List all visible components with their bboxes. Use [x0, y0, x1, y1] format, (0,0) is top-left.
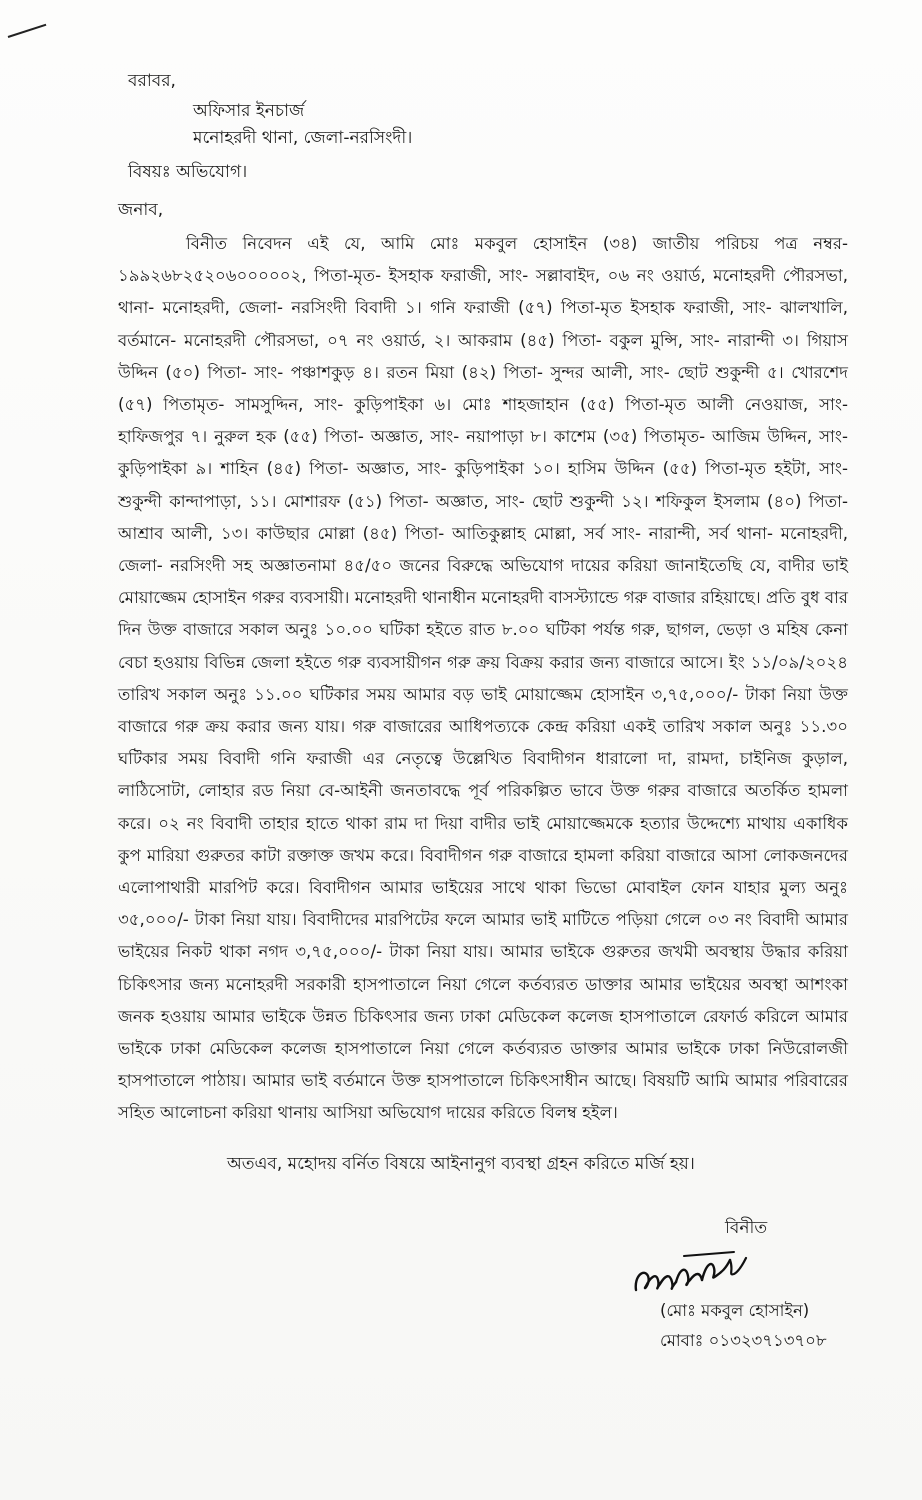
- salutation: বরাবর,: [128, 71, 176, 91]
- signature-label: বিনীত: [725, 1218, 768, 1238]
- handwritten-signature: [630, 1246, 750, 1300]
- signatory-mobile: মোবাঃ ০১৩২৩৭১৩৭০৮: [660, 1331, 827, 1350]
- letter-body: বিনীত নিবেদন এই যে, আমি মোঃ মকবুল হোসাইন (৩৪) জাতীয় পরিচয় পত্র নম্বর- ১৯৯২৬৮২৫২০৬০০০০০২, পিতা-মৃত- ইসহাক ফরাজী, সাং- সল্লাবাইদ, ০৬ নং ওয়ার্ড, মনোহরদী পৌরসভা, থানা- মনোহরদী, জেলা- নরসিংদী বিবাদী ১। গনি ফরাজী (৫৭) পিতা-মৃত ইসহাক ফরাজী, সাং- ঝালখালি, বর্তমানে- মনোহরদী পৌরসভা, ০৭ নং ওয়ার্ড, ২। আকরাম (৪৫) পিতা- বকুল মুন্সি, সাং- নারান্দী ৩। গিয়াস উদ্দিন (৫০) পিতা- সাং- পঞ্চাশকুড় ৪। রতন মিয়া (৪২) পিতা- সুন্দর আলী, সাং- ছোট শুকুন্দী ৫। খোরশেদ (৫৭) পিতামৃত- সামসুদ্দিন, সাং- কুড়িপাইকা ৬। মোঃ শাহজাহান (৫৫) পিতা-মৃত আলী নেওয়াজ, সাং- হাফিজপুর ৭। নুরুল হক (৫৫) পিতা- অজ্ঞাত, সাং- নয়াপাড়া ৮। কাশেম (৩৫) পিতামৃত- আজিম উদ্দিন, সাং- কুড়িপাইকা ৯। শাহিন (৪৫) পিতা- অজ্ঞাত, সাং- কুড়িপাইকা ১০। হাসিম উদ্দিন (৫৫) পিতা-মৃত হইটা, সাং- শুকুন্দী কান্দাপাড়া, ১১। মোশারফ (৫১) পিতা- অজ্ঞাত, সাং- ছোট শুকুন্দী ১২। শফিকুল ইসলাম (৪০) পিতা- আশ্রাব আলী, ১৩। কাউছার মোল্লা (৪৫) পিতা- আতিকুল্লাহ মোল্লা, সর্ব সাং- নারান্দী, সর্ব থানা- মনোহরদী, জেলা- নরসিংদী সহ অজ্ঞাতনামা ৪৫/৫০ জনের বিরুদ্ধে অভিযোগ দায়ের করিয়া জানাইতেছি যে, বাদীর ভাই মোয়াজ্জেম হোসাইন গরুর ব্যবসায়ী। মনোহরদী থানাধীন মনোহরদী বাসস্ট্যান্ডে গরু বাজার রহিয়াছে। প্রতি বুধ বার দিন উক্ত বাজারে সকাল অনুঃ ১০.০০ ঘটিকা হইতে রাত ৮.০০ ঘটিকা পর্যন্ত গরু, ছাগল, ভেড়া ও মহিষ কেনা বেচা হওয়ায় বিভিন্ন জেলা হইতে গরু ব্যবসায়ীগন গরু ক্রয় বিক্রয় করার জন্য বাজারে আসে। ইং ১১/০৯/২০২৪ তারিখ সকাল অনুঃ ১১.০০ ঘটিকার সময় আমার বড় ভাই মোয়াজ্জেম হোসাইন ৩,৭৫,০০০/- টাকা নিয়া উক্ত বাজারে গরু ক্রয় করার জন্য যায়। গরু বাজারের আধিপত্যকে কেন্দ্র করিয়া একই তারিখ সকাল অনুঃ ১১.৩০ ঘটিকার সময় বিবাদী গনি ফরাজী এর নেতৃত্বে উল্লেখিত বিবাদীগন ধারালো দা, রামদা, চাইনিজ কুড়াল, লাঠিসোটা, লোহার রড নিয়া বে-আইনী জনতাবদ্ধে পূর্ব পরিকল্পিত ভাবে উক্ত গরুর বাজারে অতর্কিত হামলা করে। ০২ নং বিবাদী তাহার হাতে থাকা রাম দা দিয়া বাদীর ভাই মোয়াজ্জেমকে হত্যার উদ্দেশ্যে মাথায় একাধিক কুপ মারিয়া গুরুতর কাটা রক্তাক্ত জখম করে। বিবাদীগন গরু বাজারে হামলা করিয়া বাজারে আসা লোকজনদের এলোপাথারী মারপিট করে। বিবাদীগন আমার ভাইয়ের সাথে থাকা ভিভো মোবাইল ফোন যাহার মুল্য অনুঃ ৩৫,০০০/- টাকা নিয়া যায়। বিবাদীদের মারপিটের ফলে আমার ভাই মাটিতে পড়িয়া গেলে ০৩ নং বিবাদী আমার ভাইয়ের নিকট থাকা নগদ ৩,৭৫,০০০/- টাকা নিয়া যায়। আমার ভাইকে গুরুতর জখমী অবস্থায় উদ্ধার করিয়া চিকিৎসার জন্য মনোহরদী সরকারী হাসপাতালে নিয়া গেলে কর্তব্যরত ডাক্তার আমার ভাইয়ের অবস্থা আশংকা জনক হওয়ায় আমার ভাইকে উন্নত চিকিৎসার জন্য ঢাকা মেডিকেল কলেজ হাসপাতালে রেফার্ড করিলে আমার ভাইকে ঢাকা মেডিকেল কলেজ হাসপাতালে নিয়া গেলে কর্তব্যরত ডাক্তার আমার ভাইকে ঢাকা নিউরোলজী হাসপাতালে পাঠায়। আমার ভাই বর্তমানে উক্ত হাসপাতালে চিকিৎসাধীন আছে। বিষয়টি আমি আমার পরিবারের সহিত আলোচনা করিয়া থানায় আসিয়া অভিযোগ দায়ের করিতে বিলম্ব হইল।: [118, 234, 848, 1123]
- recipient-address: মনোহরদী থানা, জেলা-নরসিংদী।: [193, 128, 413, 148]
- subject-line: বিষয়ঃ অভিযোগ।: [128, 162, 248, 182]
- greeting: জনাব,: [118, 200, 164, 220]
- closing-line: অতএব, মহোদয় বর্নিত বিষয়ে আইনানুগ ব্যবস্থা গ্রহন করিতে মর্জি হয়।: [227, 1154, 695, 1174]
- recipient-title: অফিসার ইনচার্জ: [193, 101, 305, 121]
- pen-mark: [8, 24, 47, 38]
- signatory-name: (মোঃ মকবুল হোসাইন): [660, 1301, 810, 1320]
